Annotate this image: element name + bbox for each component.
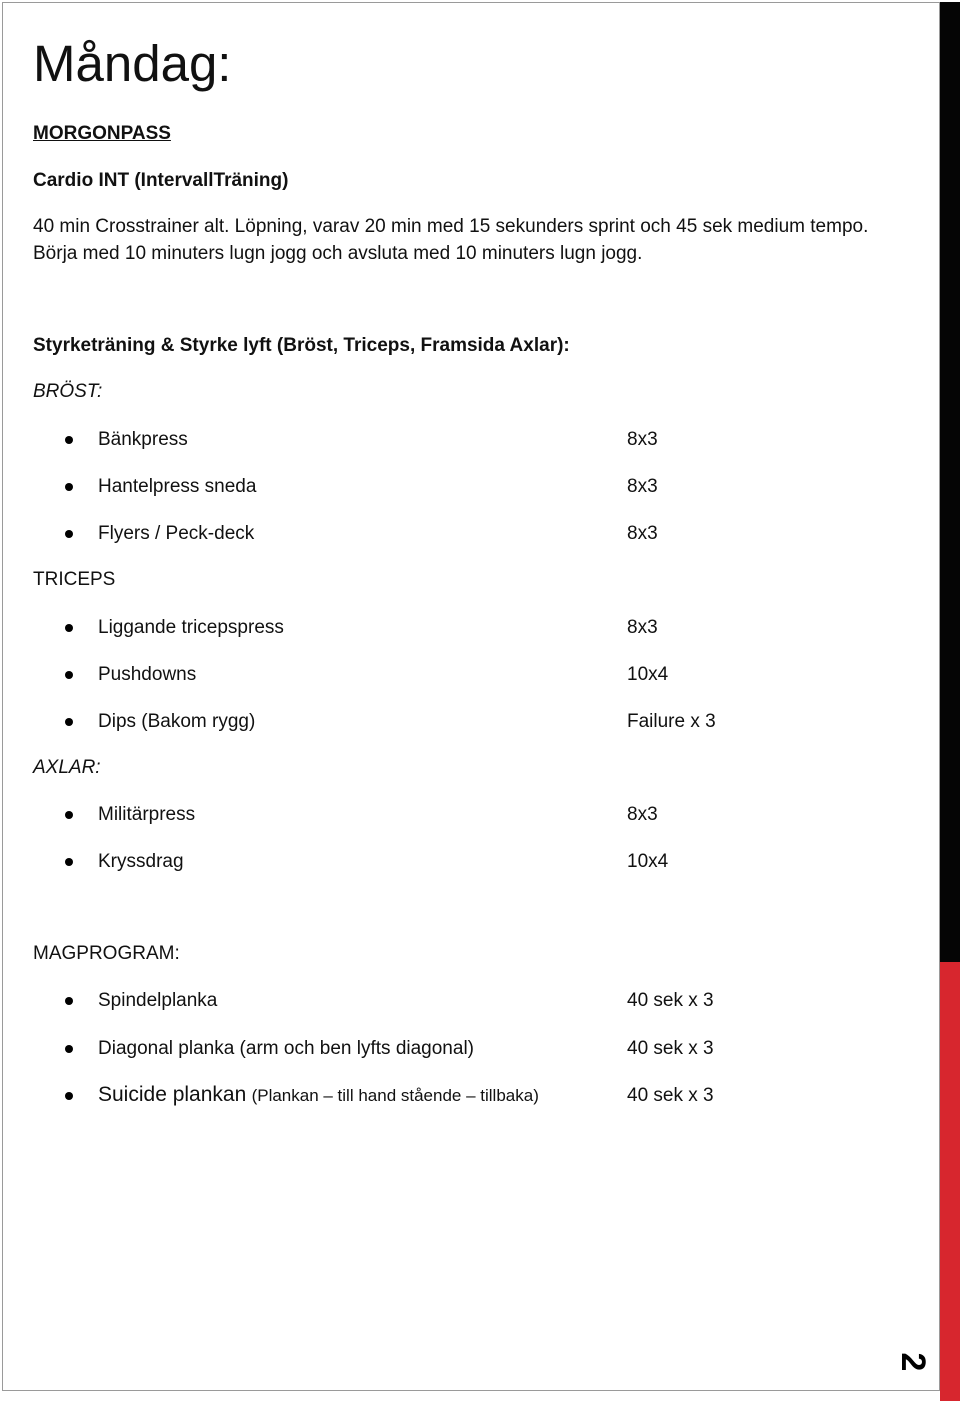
exercise-name: Flyers / Peck-deck <box>98 523 255 544</box>
exercise-reps: 40 sek x 3 <box>627 990 714 1011</box>
side-bar-black <box>940 2 960 962</box>
bullet-icon <box>65 811 73 819</box>
exercise-reps: 8x3 <box>627 523 658 544</box>
exercise-name: Dips (Bakom rygg) <box>98 711 256 732</box>
side-bar-red <box>940 962 960 1401</box>
bullet-icon <box>65 624 73 632</box>
exercise-note: (Plankan – till hand stående – tillbaka) <box>251 1086 539 1105</box>
cardio-heading: Cardio INT (IntervallTräning) <box>33 170 289 191</box>
cardio-text-line-1: 40 min Crosstrainer alt. Löpning, varav 20 min med 15 sekunders sprint och 45 sek medium tempo. <box>33 216 869 237</box>
bullet-icon <box>65 1045 73 1053</box>
exercise-reps: 8x3 <box>627 429 658 450</box>
exercise-name: Liggande tricepspress <box>98 617 284 638</box>
exercise-reps: 40 sek x 3 <box>627 1038 714 1059</box>
exercise-reps: 10x4 <box>627 664 669 685</box>
exercise-name: Militärpress <box>98 804 196 825</box>
abs-label: MAGPROGRAM: <box>33 943 180 964</box>
exercise-reps: 8x3 <box>627 617 658 638</box>
page-frame <box>2 2 940 1391</box>
exercise-name: Suicide plankan <box>98 1083 247 1106</box>
bullet-icon <box>65 483 73 491</box>
exercise-reps: Failure x 3 <box>627 711 716 732</box>
bullet-icon <box>65 858 73 866</box>
morning-heading: MORGONPASS <box>33 123 171 144</box>
chest-label: BRÖST: <box>33 381 103 402</box>
exercise-name: Hantelpress sneda <box>98 476 257 497</box>
shoulders-label: AXLAR: <box>33 757 101 778</box>
exercise-name: Pushdowns <box>98 664 197 685</box>
strength-heading: Styrketräning & Styrke lyft (Bröst, Triceps, Framsida Axlar): <box>33 335 570 356</box>
cardio-text-line-2: Börja med 10 minuters lugn jogg och avsluta med 10 minuters lugn jogg. <box>33 243 643 264</box>
exercise-reps: 10x4 <box>627 851 669 872</box>
exercise-name: Diagonal planka (arm och ben lyfts diagonal) <box>98 1038 474 1059</box>
bullet-icon <box>65 718 73 726</box>
exercise-name: Bänkpress <box>98 429 188 450</box>
exercise-name: Spindelplanka <box>98 990 218 1011</box>
page-number: 2 <box>894 1352 932 1372</box>
exercise-name: Kryssdrag <box>98 851 184 872</box>
page-title: Måndag: <box>33 35 232 92</box>
exercise-reps: 8x3 <box>627 804 658 825</box>
exercise-reps: 8x3 <box>627 476 658 497</box>
bullet-icon <box>65 1092 73 1100</box>
triceps-label: TRICEPS <box>33 569 116 590</box>
bullet-icon <box>65 530 73 538</box>
bullet-icon <box>65 436 73 444</box>
exercise-name-wrapper <box>98 1083 539 1108</box>
exercise-reps: 40 sek x 3 <box>627 1085 714 1106</box>
bullet-icon <box>65 997 73 1005</box>
bullet-icon <box>65 671 73 679</box>
